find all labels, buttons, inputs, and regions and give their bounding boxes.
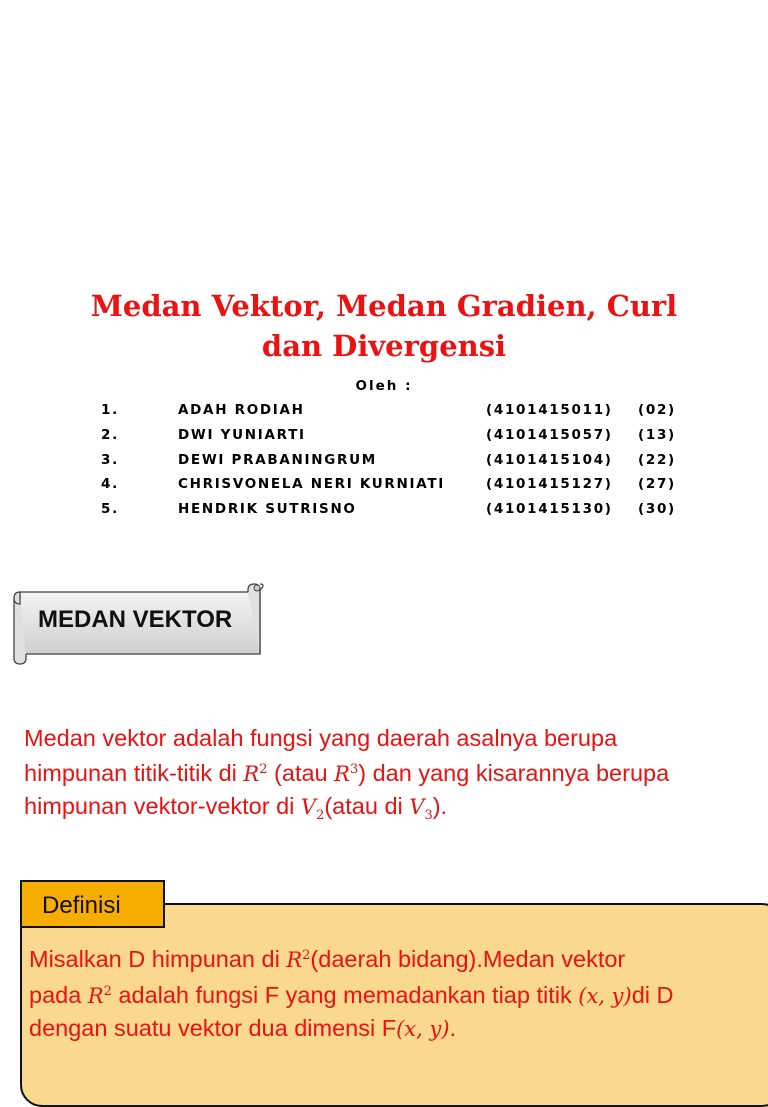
member-code: (13) bbox=[638, 426, 676, 443]
member-row bbox=[0, 499, 768, 524]
member-nim: (4101415130) bbox=[486, 501, 613, 518]
member-nim: (4101415011) bbox=[486, 402, 613, 418]
member-nim: (4101415127) bbox=[486, 476, 613, 493]
math-v3: $V_3$ bbox=[409, 795, 433, 824]
definition-line-1 bbox=[29, 940, 759, 976]
definition-text-span: di D bbox=[631, 982, 674, 1008]
section-banner-label: MEDAN VEKTOR bbox=[38, 606, 233, 633]
math-r2: $R^2$ bbox=[286, 948, 311, 972]
definition-text-span: Misalkan D himpunan di bbox=[29, 946, 287, 972]
intro-line-2 bbox=[24, 754, 764, 790]
intro-text: ) dan yang kisarannya berupa bbox=[358, 760, 670, 786]
member-list bbox=[0, 400, 768, 524]
definition-line-3 bbox=[29, 1012, 759, 1045]
member-number: 1. bbox=[101, 402, 119, 418]
math-r2: $R^2$ bbox=[87, 984, 112, 1008]
section-banner bbox=[10, 580, 270, 666]
member-number: 5. bbox=[101, 501, 119, 518]
member-name: DWI YUNIARTI bbox=[178, 426, 306, 443]
intro-line-1 bbox=[24, 722, 764, 754]
intro-text: himpunan vektor-vektor di bbox=[24, 793, 301, 819]
intro-text: (atau di bbox=[324, 793, 410, 819]
member-row bbox=[0, 474, 768, 499]
definition-line-2 bbox=[29, 976, 759, 1012]
member-nim: (4101415104) bbox=[486, 451, 613, 468]
intro-text: (atau bbox=[267, 760, 335, 786]
member-code: (02) bbox=[638, 402, 676, 418]
member-row bbox=[0, 400, 768, 425]
member-name: ADAH RODIAH bbox=[178, 402, 305, 418]
member-code: (30) bbox=[638, 501, 676, 518]
definition-text-span: (daerah bidang).Medan vektor bbox=[310, 946, 626, 972]
math-v2: $V_2$ bbox=[300, 795, 325, 824]
intro-text: ). bbox=[432, 793, 448, 819]
math-r2: $R^2$ bbox=[243, 762, 268, 786]
member-code: (27) bbox=[638, 476, 676, 493]
member-number: 4. bbox=[101, 476, 119, 493]
authors-heading: Oleh : bbox=[355, 378, 413, 394]
member-code: (22) bbox=[638, 451, 676, 468]
member-name: CHRISVONELA NERI KURNIATI bbox=[178, 476, 445, 493]
definition-text-span: dengan suatu vektor dua dimensi F bbox=[29, 1015, 397, 1041]
intro-text: himpunan titik-titik di bbox=[24, 760, 244, 786]
math-xy: (x, y) bbox=[396, 1017, 450, 1041]
member-number: 3. bbox=[101, 451, 119, 468]
title-line-2: dan Divergensi bbox=[261, 329, 507, 363]
definition-text-span: pada bbox=[29, 982, 88, 1008]
member-row bbox=[0, 425, 768, 450]
definition-tab bbox=[20, 880, 165, 928]
definition-text bbox=[29, 940, 759, 1045]
definition-tab-label: Definisi bbox=[42, 892, 121, 919]
intro-line-3 bbox=[24, 790, 764, 832]
definition-text-span: . bbox=[449, 1015, 457, 1041]
intro-text: Medan vektor adalah fungsi yang daerah asalnya berupa bbox=[24, 725, 618, 751]
member-name: HENDRIK SUTRISNO bbox=[178, 501, 357, 518]
math-r3: $R^3$ bbox=[334, 762, 359, 786]
member-nim: (4101415057) bbox=[486, 426, 613, 443]
definition-text-span: adalah fungsi F yang memadankan tiap titik bbox=[111, 982, 579, 1008]
member-row bbox=[0, 450, 768, 475]
page-title bbox=[0, 286, 768, 366]
math-xy: (x, y) bbox=[578, 984, 632, 1008]
title-line-1: Medan Vektor, Medan Gradien, Curl bbox=[90, 289, 678, 323]
member-name: DEWI PRABANINGRUM bbox=[178, 451, 377, 468]
intro-paragraph bbox=[24, 722, 764, 832]
member-number: 2. bbox=[101, 426, 119, 443]
